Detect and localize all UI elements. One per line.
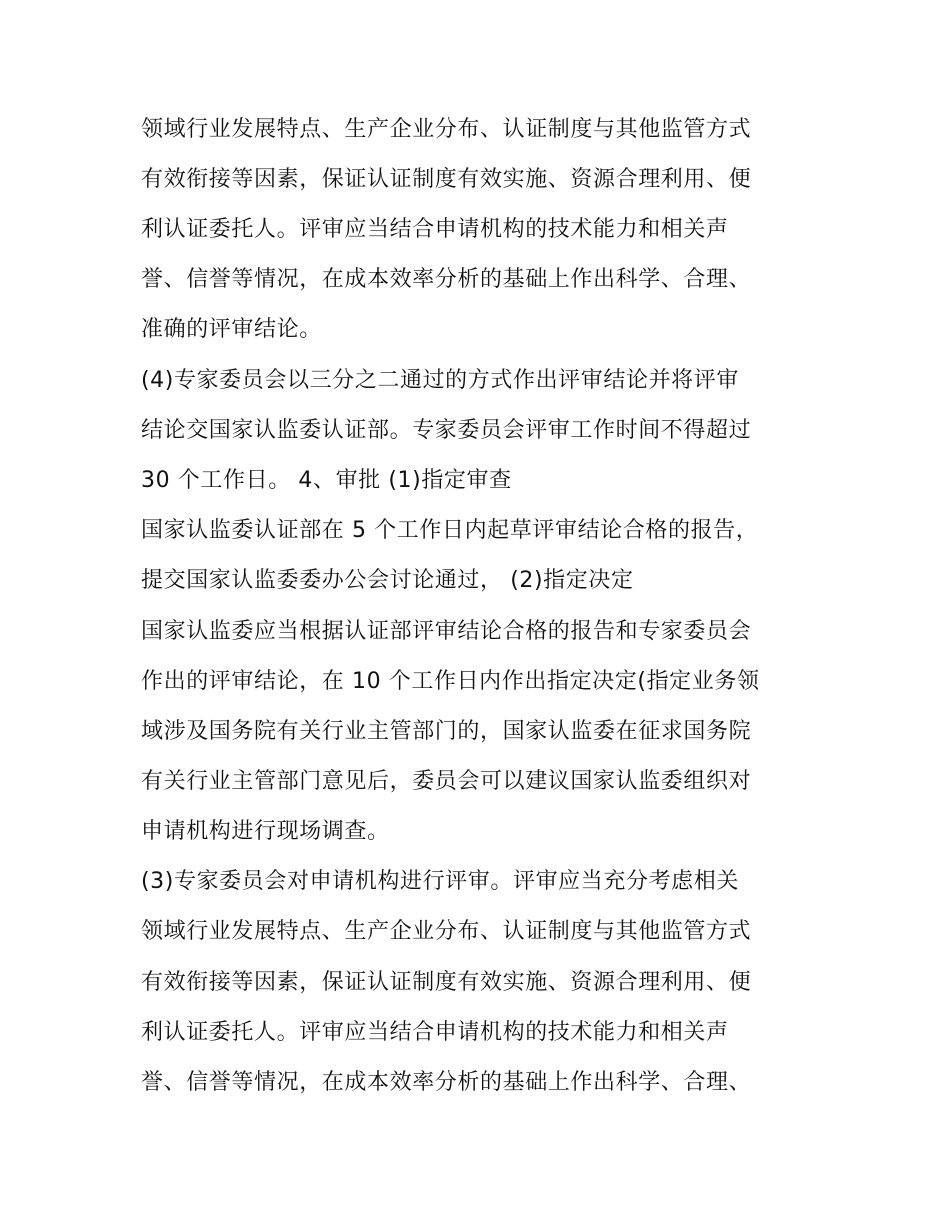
text-line-16: (3)专家委员会对申请机构进行评审。评审应当充分考虑相关 [141, 869, 739, 894]
text-line-18: 有效衔接等因素，保证认证制度有效实施、资源合理利用、便 [141, 970, 752, 995]
text-line-1: 领域行业发展特点、生产企业分布、认证制度与其他监管方式 [141, 117, 752, 142]
text-line-6: (4)专家委员会以三分之二通过的方式作出评审结论并将评审 [141, 368, 739, 393]
text-line-12: 作出的评审结论，在 10 个工作日内作出指定决定(指定业务领 [141, 669, 760, 694]
text-line-9: 国家认监委认证部在 5 个工作日内起草评审结论合格的报告， [141, 518, 759, 543]
text-line-20: 誉、信誉等情况，在成本效率分析的基础上作出科学、合理、 [141, 1070, 752, 1095]
text-line-11: 国家认监委应当根据认证部评审结论合格的报告和专家委员会 [141, 619, 752, 644]
text-line-7: 结论交国家认监委认证部。专家委员会评审工作时间不得超过 [141, 418, 752, 443]
text-line-17: 领域行业发展特点、生产企业分布、认证制度与其他监管方式 [141, 919, 752, 944]
text-line-19: 利认证委托人。评审应当结合申请机构的技术能力和相关声 [141, 1020, 729, 1045]
text-line-13: 域涉及国务院有关行业主管部门的，国家认监委在征求国务院 [141, 719, 752, 744]
text-line-14: 有关行业主管部门意见后，委员会可以建议国家认监委组织对 [141, 769, 752, 794]
text-line-10: 提交国家认监委委办公会讨论通过， (2)指定决定 [141, 568, 634, 593]
text-line-5: 准确的评审结论。 [141, 317, 322, 342]
text-line-8: 30 个工作日。 4、审批 (1)指定审查 [141, 468, 512, 493]
text-line-3: 利认证委托人。评审应当结合申请机构的技术能力和相关声 [141, 217, 729, 242]
text-line-2: 有效衔接等因素，保证认证制度有效实施、资源合理利用、便 [141, 167, 752, 192]
text-line-15: 申请机构进行现场调查。 [141, 819, 390, 844]
text-line-4: 誉、信誉等情况，在成本效率分析的基础上作出科学、合理、 [141, 267, 752, 292]
